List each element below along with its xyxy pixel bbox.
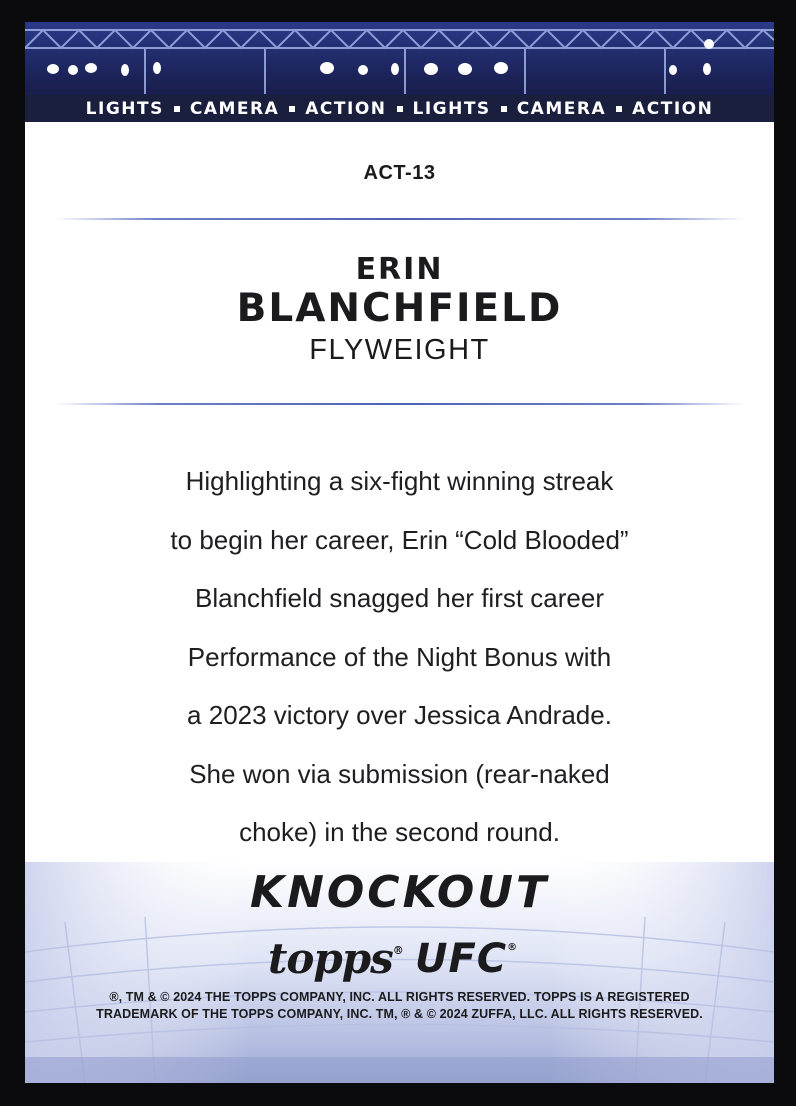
divider-middle <box>55 403 745 405</box>
tagline-word: LIGHTS <box>85 98 164 119</box>
trading-card-back <box>25 22 774 1083</box>
legal-line: TRADEMARK OF THE TOPPS COMPANY, INC. TM, ® & © 2024 ZUFFA, LLC. ALL RIGHTS RESERVED. <box>96 1007 703 1021</box>
lights-camera-action-tagline <box>25 95 774 122</box>
fighter-bio <box>85 452 714 862</box>
weight-division: FLYWEIGHT <box>309 334 490 366</box>
bio-line: She won via submission (rear-naked <box>189 758 610 789</box>
fighter-last-name: BLANCHFIELD <box>236 286 563 331</box>
fighter-first-name: ERIN <box>355 252 444 287</box>
square-bullet-icon <box>501 106 507 112</box>
bio-line: a 2023 victory over Jessica Andrade. <box>187 700 612 730</box>
topps-logo <box>268 934 403 983</box>
bio-line: Highlighting a six-fight winning streak <box>185 466 614 496</box>
tagline-word: CAMERA <box>516 98 607 119</box>
square-bullet-icon <box>289 106 295 112</box>
logo-row <box>25 934 774 984</box>
square-bullet-icon <box>616 106 622 112</box>
registered-mark: ® <box>507 942 519 953</box>
bio-line: to begin her career, Erin “Cold Blooded” <box>170 524 629 555</box>
bio-line: Blanchfield snagged her first career <box>194 583 604 613</box>
square-bullet-icon <box>397 106 403 112</box>
registered-mark: ® <box>392 944 403 957</box>
topps-logo-text: topps <box>268 934 393 983</box>
bio-line: Performance of the Night Bonus with <box>187 641 612 672</box>
card-number: ACT-13 <box>363 162 436 184</box>
bio-line: choke) in the second round. <box>239 817 560 847</box>
ufc-logo <box>415 936 518 982</box>
legal-line: ®, TM & © 2024 THE TOPPS COMPANY, INC. ALL RIGHTS RESERVED. TOPPS IS A REGISTERED <box>109 990 690 1004</box>
knockout-brand-title: KNOCKOUT <box>249 867 550 918</box>
tagline-word: ACTION <box>305 98 387 119</box>
tagline-word: ACTION <box>632 98 714 119</box>
ufc-logo-text: UFC <box>415 936 508 982</box>
tagline-word: CAMERA <box>189 98 280 119</box>
square-bullet-icon <box>174 106 180 112</box>
tagline-word: LIGHTS <box>412 98 491 119</box>
legal-copyright <box>25 989 774 1023</box>
divider-top <box>55 218 745 220</box>
